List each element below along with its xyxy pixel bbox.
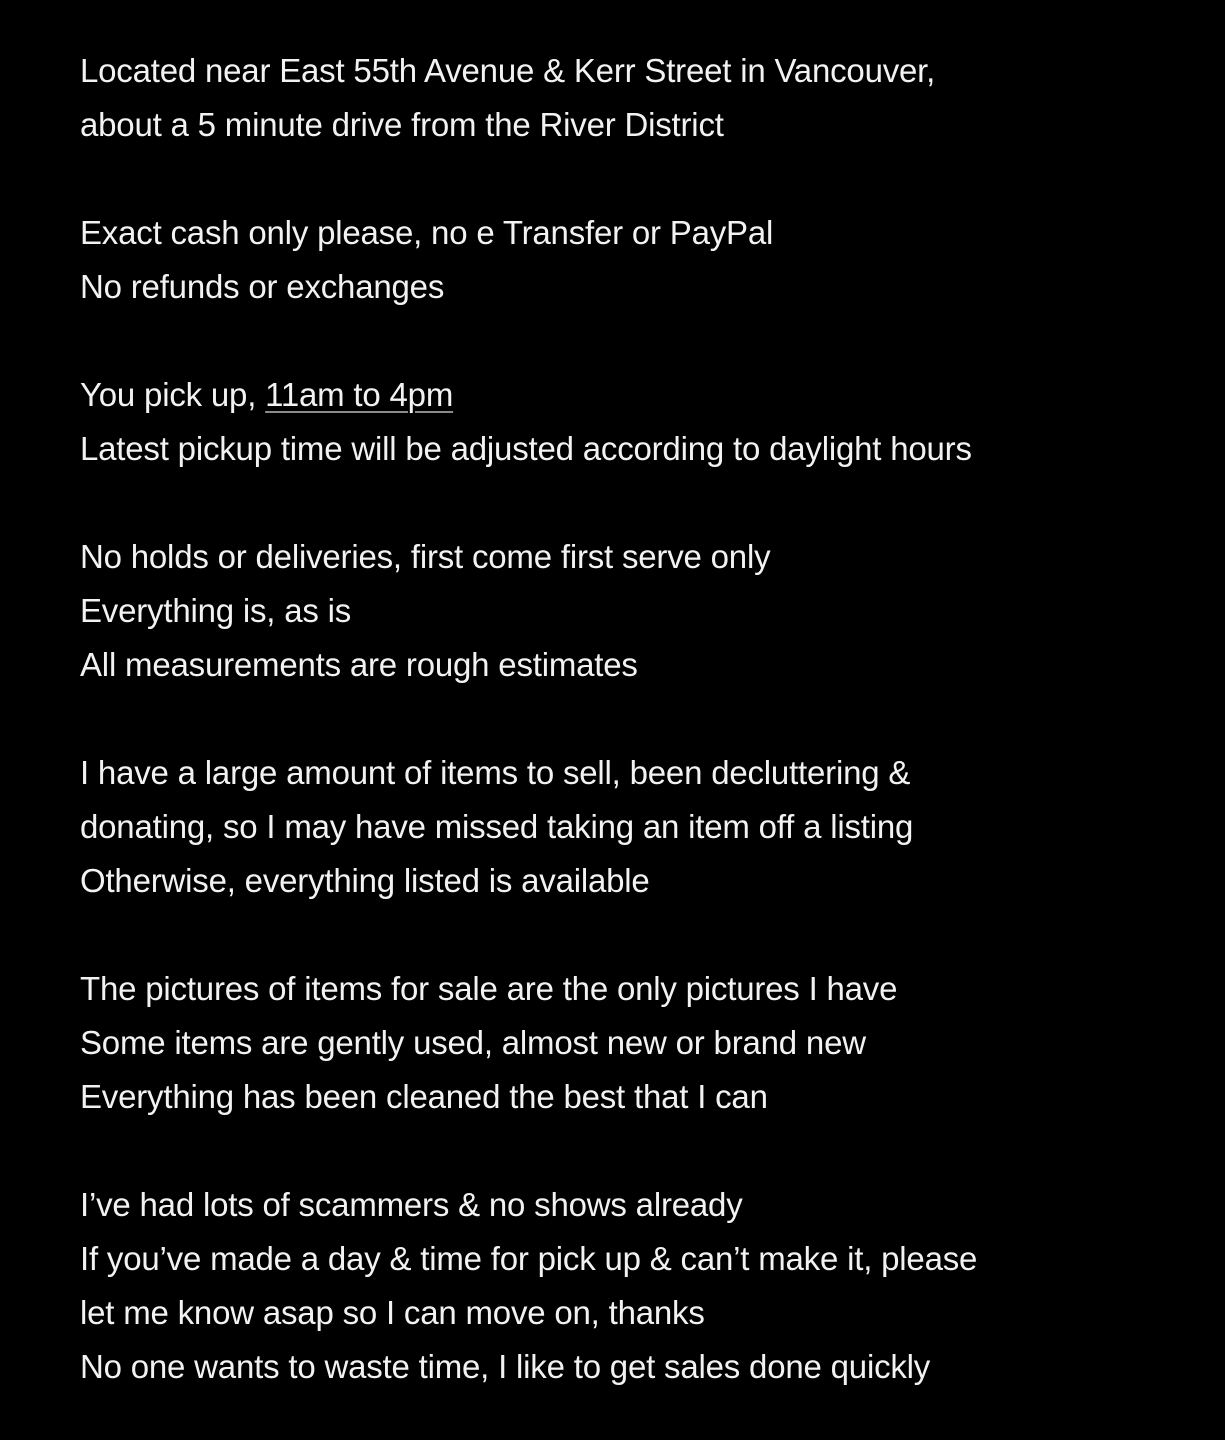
note-line: No holds or deliveries, first come first serve only xyxy=(80,538,771,575)
note-line: I have a large amount of items to sell, been decluttering & xyxy=(80,754,911,791)
note-line: I’ve had lots of scammers & no shows already xyxy=(80,1186,743,1223)
note-line: Everything has been cleaned the best that I can xyxy=(80,1078,768,1115)
paragraph-gap xyxy=(80,314,1200,368)
paragraph-gap xyxy=(80,152,1200,206)
note-line: let me know asap so I can move on, thanks xyxy=(80,1294,705,1331)
paragraph-gap xyxy=(80,692,1200,746)
note-line: Exact cash only please, no e Transfer or PayPal xyxy=(80,214,774,251)
note-line: Located near East 55th Avenue & Kerr Street in Vancouver, xyxy=(80,52,936,89)
note-line: Otherwise, everything listed is available xyxy=(80,862,650,899)
note-text xyxy=(80,44,1200,1394)
note-line: No one wants to waste time, I like to get sales done quickly xyxy=(80,1348,931,1385)
note-line: Latest pickup time will be adjusted according to daylight hours xyxy=(80,430,972,467)
pickup-line xyxy=(80,368,1200,422)
pickup-prefix: You pick up, xyxy=(80,376,266,413)
note-line: The pictures of items for sale are the only pictures I have xyxy=(80,970,898,1007)
note-line: Some items are gently used, almost new or brand new xyxy=(80,1024,866,1061)
note-line: Everything is, as is xyxy=(80,592,352,629)
note-line: All measurements are rough estimates xyxy=(80,646,638,683)
note-line: If you’ve made a day & time for pick up & can’t make it, please xyxy=(80,1240,978,1277)
paragraph-gap xyxy=(80,476,1200,530)
paragraph-gap xyxy=(80,1124,1200,1178)
note-line: donating, so I may have missed taking an item off a listing xyxy=(80,808,914,845)
paragraph-gap xyxy=(80,908,1200,962)
pickup-time-link[interactable]: 11am to 4pm xyxy=(265,376,454,413)
note-line: about a 5 minute drive from the River District xyxy=(80,106,724,143)
note-line: No refunds or exchanges xyxy=(80,268,445,305)
